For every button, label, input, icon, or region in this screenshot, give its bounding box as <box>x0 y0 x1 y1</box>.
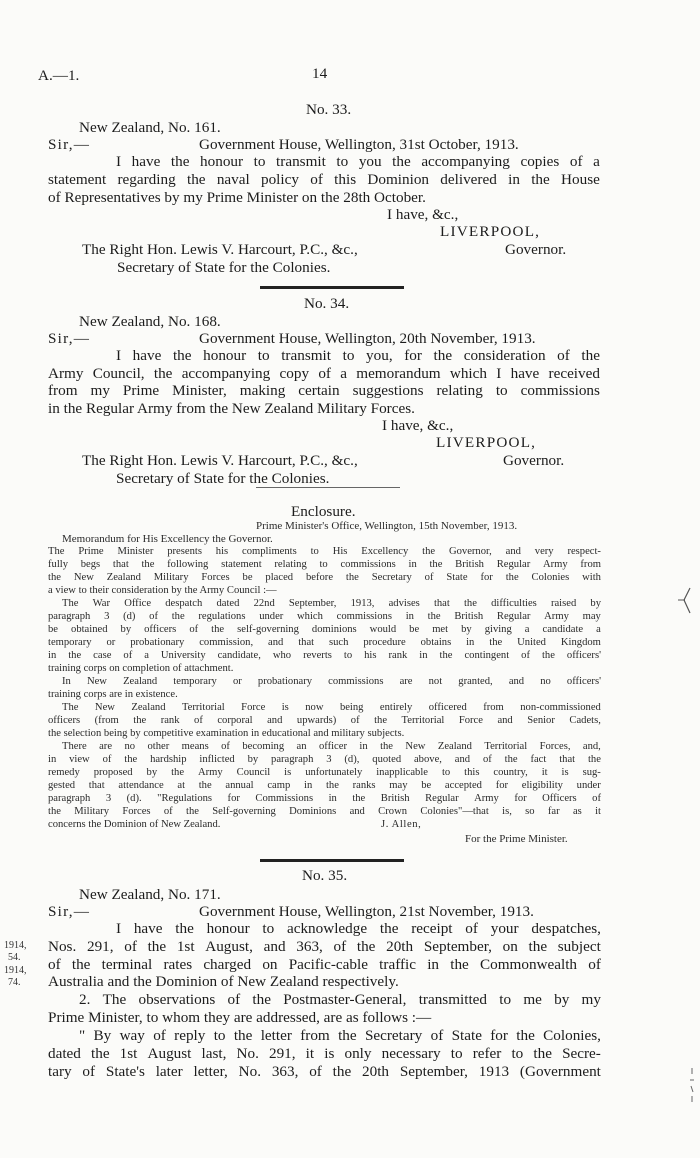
enclosure-line: training corps on completion of attachment. <box>48 663 234 674</box>
margin-note: 74. <box>8 977 21 988</box>
enclosure-place-date: Prime Minister's Office, Wellington, 15th November, 1913. <box>256 520 518 532</box>
enclosure-line: paragraph 3 (d). "Regulations for Commissions in the British Regular Army for Officers of <box>48 793 601 804</box>
enclosure-line: training corps are in existence. <box>48 689 178 700</box>
body-line: of the terminal rates charged on Pacific-cable traffic in the Commonwealth of <box>48 956 601 973</box>
document-number: No. 33. <box>306 101 352 118</box>
addressee: The Right Hon. Lewis V. Harcourt, P.C., &c., <box>82 452 358 469</box>
body-line: Army Council, the accompanying copy of a memorandum which I have received <box>48 365 600 382</box>
enclosure-signer-title: For the Prime Minister. <box>465 833 568 845</box>
body-line: from my Prime Minister, making certain suggestions relating to commissions <box>48 382 600 399</box>
salutation: Sir,— <box>48 136 91 153</box>
document-number: No. 35. <box>302 867 348 884</box>
enclosure-line: paragraph 3 (d) of the regulations under which commissions in the British Regular Army may <box>48 611 601 622</box>
addressee-office: Secretary of State for the Colonies. <box>116 470 330 487</box>
margin-note: 1914, <box>4 940 27 951</box>
signature: LIVERPOOL, <box>440 223 541 240</box>
body-line: I have the honour to transmit to you, for the consideration of the <box>116 347 600 364</box>
enclosure-line: remedy proposed by the Army Council is unfortunately inapplicable to this country, it is sug- <box>48 767 601 778</box>
addressee: The Right Hon. Lewis V. Harcourt, P.C., &c., <box>82 241 358 258</box>
body-line: Nos. 291, of the 1st August, and 363, of the 20th September, on the subject <box>48 938 601 955</box>
signatory-title: Governor. <box>503 452 565 469</box>
body-line: statement regarding the naval policy of this Dominion delivered in the House <box>48 171 600 188</box>
body-line: I have the honour to acknowledge the receipt of your despatches, <box>116 920 601 937</box>
body-line: " By way of reply to the letter from the Secretary of State for the Colonies, <box>79 1027 601 1044</box>
enclosure-line: the New Zealand Military Forces be placed before the Secretary of State for the Colonies with <box>48 572 601 583</box>
enclosure-line: In New Zealand temporary or probationary commissions are not granted, and no officers' <box>62 676 601 687</box>
enclosure-rule <box>256 487 400 488</box>
place-date: Government House, Wellington, 21st November, 1913. <box>199 903 534 920</box>
enclosure-line: The Prime Minister presents his compliments to His Excellency the Governor, and very respect- <box>48 546 601 557</box>
enclosure-line: fully begs that the following statement relating to commissions in the British Regular Army from <box>48 559 601 570</box>
enclosure-line: gested that attendance at the annual camp in the ranks may be accepted for eligibility under <box>48 780 601 791</box>
enclosure-line: be obtained by officers of the self-governing dominions would be met by giving a candidate a <box>48 624 601 635</box>
body-line: Australia and the Dominion of New Zealand respectively. <box>48 973 399 990</box>
closing: I have, &c., <box>387 206 459 223</box>
salutation: Sir,— <box>48 903 91 920</box>
scan-mark <box>686 1066 698 1106</box>
salutation: Sir,— <box>48 330 91 347</box>
enclosure-line: the selection being by competitive examination in educational and military subjects. <box>48 728 405 739</box>
enclosure-line: the Military Forces of the Self-governing Dominions and Crown Colonies"—that is, so far as it <box>48 806 601 817</box>
place-date: Government House, Wellington, 20th November, 1913. <box>199 330 536 347</box>
enclosure-line: officers (from the rank of corporal and upwards) of the Territorial Force and Senior Cadets, <box>48 715 601 726</box>
section-rule <box>260 859 404 862</box>
enclosure-line: The New Zealand Territorial Force is now being entirely officered from non-commissioned <box>62 702 601 713</box>
signatory-title: Governor. <box>505 241 567 258</box>
place-date: Government House, Wellington, 31st October, 1913. <box>199 136 519 153</box>
enclosure-line: in view of the hardship inflicted by paragraph 3 (d), quoted above, and of the fact that the <box>48 754 601 765</box>
enclosure-heading: Enclosure. <box>291 503 356 520</box>
body-line: 2. The observations of the Postmaster-General, transmitted to me by my <box>79 991 601 1008</box>
enclosure-line: temporary or probationary commission, and that such procedure obtains in the United Kingdom <box>48 637 601 648</box>
margin-note: 1914, <box>4 965 27 976</box>
despatch-origin: New Zealand, No. 171. <box>79 886 221 903</box>
enclosure-signer: J. Allen, <box>381 819 422 830</box>
enclosure-line: The War Office despatch dated 22nd September, 1913, advises that the difficulties raised by <box>62 598 601 609</box>
body-line: of Representatives by my Prime Minister on the 28th October. <box>48 189 426 206</box>
memo-heading: Memorandum for His Excellency the Governor. <box>62 533 273 545</box>
document-number: No. 34. <box>304 295 350 312</box>
despatch-origin: New Zealand, No. 161. <box>79 119 221 136</box>
body-line: tary of State's later letter, No. 363, of the 20th September, 1913 (Government <box>48 1063 601 1080</box>
enclosure-line: There are no other means of becoming an officer in the New Zealand Territorial Forces, and, <box>62 741 601 752</box>
margin-note: 54. <box>8 952 21 963</box>
scan-mark <box>676 586 696 616</box>
body-line: dated the 1st August last, No. 291, it is only necessary to refer to the Secre- <box>48 1045 601 1062</box>
body-line: I have the honour to transmit to you the accompanying copies of a <box>116 153 600 170</box>
addressee-office: Secretary of State for the Colonies. <box>117 259 331 276</box>
despatch-origin: New Zealand, No. 168. <box>79 313 221 330</box>
section-rule <box>260 286 404 289</box>
body-line: Prime Minister, to whom they are addressed, are as follows :— <box>48 1009 432 1026</box>
enclosure-line: a view to their consideration by the Army Council :— <box>48 585 277 596</box>
page-reference: A.—1. <box>38 67 80 84</box>
enclosure-line: concerns the Dominion of New Zealand. <box>48 819 221 830</box>
signature: LIVERPOOL, <box>436 434 537 451</box>
enclosure-line: in the case of a University candidate, who reverts to his rank in the contingent of the officers' <box>48 650 601 661</box>
page-number: 14 <box>312 65 328 82</box>
body-line: in the Regular Army from the New Zealand Military Forces. <box>48 400 415 417</box>
closing: I have, &c., <box>382 417 454 434</box>
